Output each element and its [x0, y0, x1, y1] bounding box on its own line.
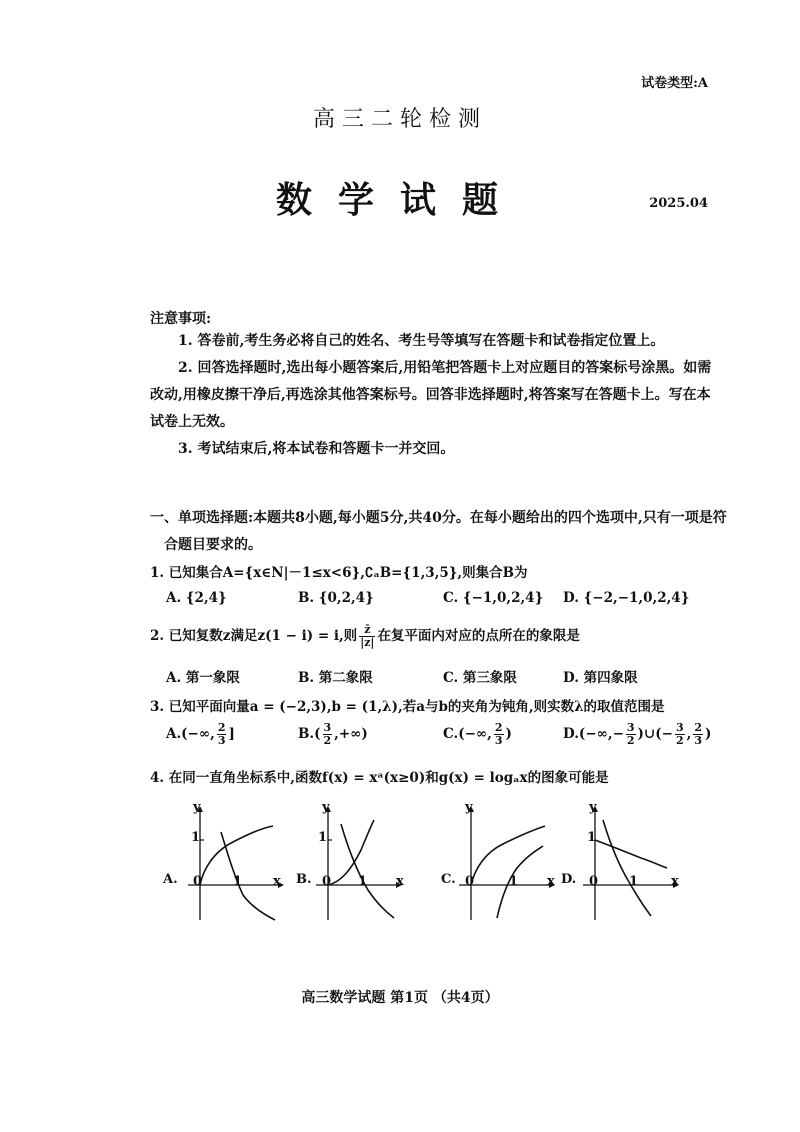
page-footer: 高三数学试题 第1页 （共4页） [301, 990, 499, 1006]
question-4-stem: 4. 在同一直角坐标系中,函数f(x) = xᵃ(x≥0)和g(x) = logₐx的图象可能是 [150, 770, 609, 786]
fraction-numerator: 3 [675, 721, 684, 734]
graph-y-label: y [193, 800, 201, 815]
graph-option-label: C. [441, 872, 456, 887]
notice-item-2: 2. 回答选择题时,选出每小题答案后,用铅笔把答题卡上对应题目的答案标号涂黑。如需改动,用橡皮擦干净后,再选涂其他答案标号。回答非选择题时,将答案写在答题卡上。写在本试卷上无效。 [150, 360, 712, 430]
question-1-option-c: C. {−1,0,2,4} [443, 590, 544, 606]
graph-y-label: y [589, 800, 597, 815]
question-3-option-c-suffix: ) [505, 726, 512, 742]
graph-x-one-label: 1 [233, 874, 243, 889]
graph-option-label: A. [163, 872, 178, 887]
exam-date: 2025.04 [649, 196, 708, 211]
question-2-stem [150, 624, 580, 649]
exam-subtitle: 高三二轮检测 [312, 107, 487, 132]
graph-y-one-label: 1 [318, 830, 328, 845]
question-2-stem-part-b: 在复平面内对应的点所在的象限是 [377, 628, 580, 644]
question-3-option-d-fraction-2 [675, 722, 685, 747]
notice-heading: 注意事项: [150, 311, 212, 327]
question-2-stem-part-a: 2. 已知复数z满足z(1 − i) = i,则 [150, 628, 358, 644]
fraction-numerator: 2 [217, 721, 226, 734]
question-3-option-b-suffix: ,+∞) [334, 726, 368, 742]
fraction-denominator: 3 [494, 734, 503, 747]
graph-x-label: x [671, 874, 679, 889]
curve-log-function [497, 846, 543, 918]
graph-option-c [441, 800, 571, 925]
question-3-option-b-fraction [323, 722, 333, 747]
fraction-numerator: 3 [626, 721, 635, 734]
question-1-option-a: A. {2,4} [166, 590, 227, 606]
graph-origin-label: 0 [322, 874, 332, 889]
question-3-option-d-fraction-3 [693, 722, 703, 747]
question-3-option-d [563, 722, 711, 747]
curve-log-function [603, 820, 651, 916]
fraction-denominator: 3 [217, 734, 226, 747]
graph-origin-label: 0 [193, 874, 203, 889]
graph-x-label: x [396, 874, 404, 889]
question-2-fraction-denominator: |z| [360, 636, 375, 649]
fraction-denominator: 3 [694, 734, 702, 747]
graph-option-a [163, 800, 293, 925]
question-3-option-d-separator: , [686, 726, 692, 742]
graph-option-b [296, 800, 426, 925]
graph-option-d [561, 800, 691, 925]
notice-list [150, 328, 715, 463]
graph-y-one-label: 1 [191, 830, 201, 845]
graph-c-plot [441, 800, 571, 925]
question-1-option-d: D. {−2,−1,0,2,4} [563, 590, 690, 606]
paper-type: 试卷类型:A [641, 76, 708, 91]
graph-y-one-label: 1 [587, 830, 597, 845]
graph-origin-label: 0 [589, 874, 599, 889]
question-3-option-d-prefix: D.(−∞,− [563, 726, 624, 742]
curve-log-function [221, 832, 275, 920]
question-3-option-a-fraction [217, 722, 227, 747]
graph-option-label: B. [296, 872, 312, 887]
graph-x-one-label: 1 [358, 874, 368, 889]
notice-item-1: 1. 答卷前,考生务必将自己的姓名、考生号等填写在答题卡和试卷指定位置上。 [178, 333, 665, 349]
question-3-option-c-fraction [494, 722, 504, 747]
graph-option-label: D. [561, 872, 577, 887]
curve-power-function [595, 840, 667, 868]
graph-y-label: y [322, 800, 330, 815]
fraction-denominator: 2 [626, 734, 635, 747]
question-2-fraction-numerator: z̄ [364, 623, 371, 636]
question-3-stem: 3. 已知平面向量a = (−2,3),b = (1,λ),若a与b的夹角为钝角,则实数λ的取值范围是 [150, 699, 665, 715]
question-3-option-d-middle: )∪(− [637, 726, 673, 742]
question-3-option-d-fraction-1 [626, 722, 636, 747]
graph-y-label: y [465, 800, 473, 815]
exam-title: 数学试题 [275, 179, 524, 221]
question-2-option-c: C. 第三象限 [443, 670, 517, 686]
question-3-option-b-prefix: B.( [298, 726, 321, 742]
graph-d-plot [561, 800, 691, 925]
fraction-denominator: 2 [675, 734, 684, 747]
graph-x-label: x [273, 874, 281, 889]
curve-log-function [341, 824, 394, 918]
question-3-option-a-prefix: A.(−∞, [166, 726, 215, 742]
question-2-option-b: B. 第二象限 [298, 670, 373, 686]
fraction-denominator: 2 [323, 734, 332, 747]
curve-power-function [471, 826, 545, 885]
section-heading: 一、单项选择题:本题共8小题,每小题5分,共40分。在每小题给出的四个选项中,只有一项是符合题目要求的。 [150, 510, 727, 553]
graph-x-label: x [547, 874, 555, 889]
question-2-option-d: D. 第四象限 [563, 670, 638, 686]
question-3-option-a [166, 722, 235, 747]
graph-a-plot [163, 800, 293, 925]
question-3-option-d-suffix: ) [704, 726, 712, 742]
graph-x-one-label: 1 [629, 874, 639, 889]
question-3-option-b [298, 722, 368, 747]
notice-item-3: 3. 考试结束后,将本试卷和答题卡一并交回。 [178, 441, 455, 457]
question-3-option-c-prefix: C.(−∞, [443, 726, 492, 742]
question-1-option-b: B. {0,2,4} [298, 590, 374, 606]
question-3-option-c [443, 722, 512, 747]
question-2-fraction [359, 624, 375, 649]
graph-b-plot [296, 800, 426, 925]
question-3-option-a-suffix: ] [228, 726, 235, 742]
fraction-numerator: 2 [494, 721, 503, 734]
graph-origin-label: 0 [465, 874, 475, 889]
graph-x-one-label: 1 [509, 874, 519, 889]
fraction-numerator: 3 [323, 721, 332, 734]
question-2-option-a: A. 第一象限 [166, 670, 240, 686]
question-1-stem: 1. 已知集合A={x∈N|－1≤x<6},∁ₐB={1,3,5},则集合B为 [150, 565, 528, 581]
fraction-numerator: 2 [694, 721, 702, 734]
